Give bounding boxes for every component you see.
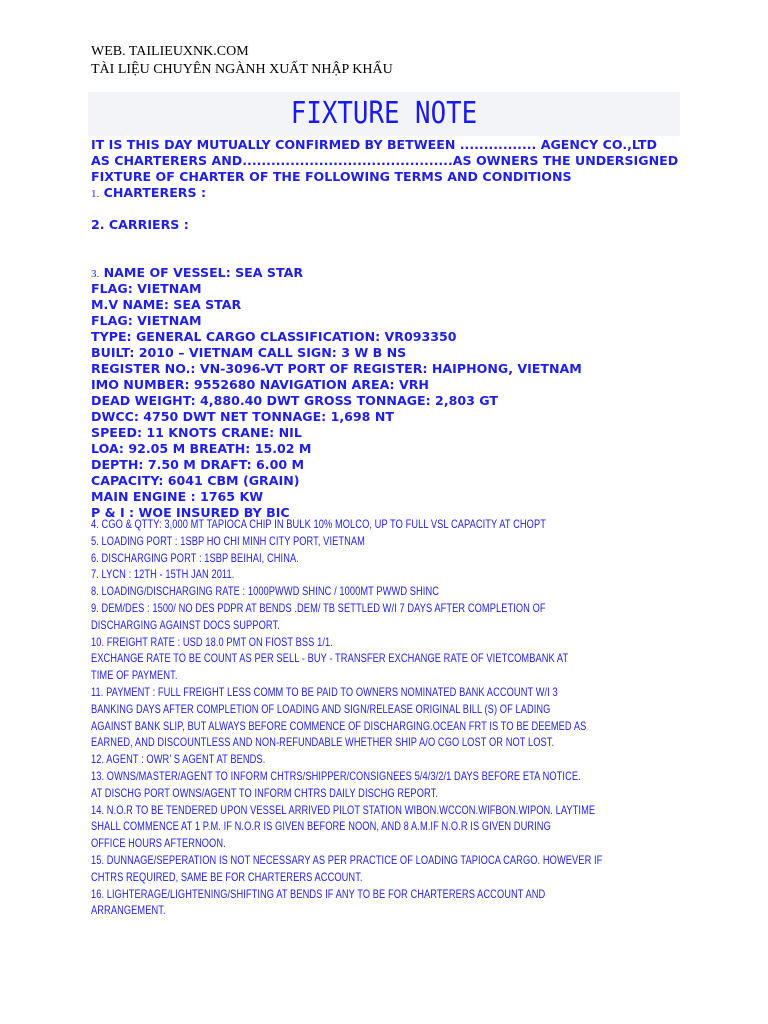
term-line: SHALL COMMENCE AT 1 P.M. IF N.O.R IS GIVEN BEFORE NOON, AND 8 A.M.IF N.O.R IS GIVEN DURING <box>91 820 551 834</box>
term-line: 7. LYCN : 12TH - 15TH JAN 2011. <box>91 568 235 582</box>
intro-line: FIXTURE OF CHARTER OF THE FOLLOWING TERMS AND CONDITIONS <box>91 169 572 184</box>
term-line: 8. LOADING/DISCHARGING RATE : 1000PWWD SHINC / 1000MT PWWD SHINC <box>91 585 440 599</box>
vessel-particular-line: FLAG: VIETNAM <box>91 313 202 328</box>
intro-line: IT IS THIS DAY MUTUALLY CONFIRMED BY BETWEEN ................ AGENCY CO.,LTD <box>91 137 657 152</box>
vessel-particular-line: DEPTH: 7.50 M DRAFT: 6.00 M <box>91 457 305 472</box>
intro-paragraph <box>91 137 681 521</box>
vessel-particular-line: IMO NUMBER: 9552680 NAVIGATION AREA: VRH <box>91 377 429 392</box>
term-line: 9. DEM/DES : 1500/ NO DES PDPR AT BENDS .DEM/ TB SETTLED W/I 7 DAYS AFTER COMPLETION OF <box>91 601 546 615</box>
section-vessel-heading <box>91 265 681 281</box>
section-label: CHARTERERS : <box>103 185 206 200</box>
vessel-particular-line: REGISTER NO.: VN-3096-VT PORT OF REGISTER: HAIPHONG, VIETNAM <box>91 361 582 376</box>
term-line: TIME OF PAYMENT. <box>91 669 178 683</box>
term-line: EXCHANGE RATE TO BE COUNT AS PER SELL - BUY - TRANSFER EXCHANGE RATE OF VIETCOMBANK AT <box>91 652 569 666</box>
vessel-particular-line: P & I : WOE INSURED BY BIC <box>91 505 290 520</box>
term-line: DISCHARGING AGAINST DOCS SUPPORT. <box>91 618 280 632</box>
vessel-particular-line: BUILT: 2010 – VIETNAM CALL SIGN: 3 W B NS <box>91 345 407 360</box>
vessel-particular-line: SPEED: 11 KNOTS CRANE: NIL <box>91 425 302 440</box>
term-line: OFFICE HOURS AFTERNOON. <box>91 837 226 851</box>
term-line: 10. FREIGHT RATE : USD 18.0 PMT ON FIOST BSS 1/1. <box>91 635 333 649</box>
vessel-particular-line: LOA: 92.05 M BREATH: 15.02 M <box>91 441 312 456</box>
term-line: CHTRS REQUIRED, SAME BE FOR CHARTERERS ACCOUNT. <box>91 870 363 884</box>
term-line: EARNED, AND DISCOUNTLESS AND NON-REFUNDABLE WHETHER SHIP A/O CGO LOST OR NOT LOST. <box>91 736 555 750</box>
vessel-particular-line: MAIN ENGINE : 1765 KW <box>91 489 264 504</box>
term-line: AT DISCHG PORT OWNS/AGENT TO INFORM CHTRS DAILY DISCHG REPORT. <box>91 786 438 800</box>
vessel-particular-line: FLAG: VIETNAM <box>91 281 202 296</box>
vessel-particulars <box>91 281 681 521</box>
vessel-particular-line: CAPACITY: 6041 CBM (GRAIN) <box>91 473 300 488</box>
term-line: BANKING DAYS AFTER COMPLETION OF LOADING AND SIGN/RELEASE ORIGINAL BILL (S) OF LADING <box>91 702 551 716</box>
section-number: 1. <box>91 188 100 200</box>
intro-line: AS CHARTERERS AND............................................AS OWNERS THE UNDERSIGNED <box>91 153 679 168</box>
term-line: ARRANGEMENT. <box>91 904 166 918</box>
term-line: 11. PAYMENT : FULL FREIGHT LESS COMM TO BE PAID TO OWNERS NOMINATED BANK ACCOUNT W/I 3 <box>91 685 558 699</box>
term-line: 15. DUNNAGE/SEPERATION IS NOT NECESSARY AS PER PRACTICE OF LOADING TAPIOCA CARGO. HOWEVER IF <box>91 853 603 867</box>
vessel-particular-line: DEAD WEIGHT: 4,880.40 DWT GROSS TONNAGE: 2,803 GT <box>91 393 498 408</box>
term-line: 6. DISCHARGING PORT : 1SBP BEIHAI, CHINA. <box>91 551 299 565</box>
document-category-line: TÀI LIỆU CHUYÊN NGÀNH XUẤT NHẬP KHẨU <box>91 62 393 77</box>
term-line: 14. N.O.R TO BE TENDERED UPON VESSEL ARRIVED PILOT STATION WIBON.WCCON.WIFBON.WIPON. LAYTIME <box>91 803 596 817</box>
term-line: 5. LOADING PORT : 1SBP HO CHI MINH CITY PORT, VIETNAM <box>91 534 365 548</box>
page-title: FIXTURE NOTE <box>290 96 478 131</box>
term-line: 16. LIGHTERAGE/LIGHTENING/SHIFTING AT BENDS IF ANY TO BE FOR CHARTERERS ACCOUNT AND <box>91 887 546 901</box>
section-label: NAME OF VESSEL: SEA STAR <box>103 265 304 280</box>
term-line: AGAINST BANK SLIP, BUT ALWAYS BEFORE COMMENCE OF DISCHARGING.OCEAN FRT IS TO BE DEEMED AS <box>91 719 587 733</box>
website-line: WEB. TAILIEUXNK.COM <box>91 44 249 59</box>
vessel-particular-line: TYPE: GENERAL CARGO CLASSIFICATION: VR093350 <box>91 329 457 344</box>
section-number: 3. <box>91 268 100 280</box>
term-line: 12. AGENT : OWR’ S AGENT AT BENDS. <box>91 753 266 767</box>
term-line: 4. CGO & QTTY: 3,000 MT TAPIOCA CHIP IN BULK 10% MOLCO, UP TO FULL VSL CAPACITY AT CHOPT <box>91 518 546 531</box>
vessel-particular-line: DWCC: 4750 DWT NET TONNAGE: 1,698 NT <box>91 409 394 424</box>
section-carriers: 2. CARRIERS : <box>91 217 189 232</box>
section-charterers <box>91 185 681 201</box>
terms-list <box>91 517 691 920</box>
term-line: 13. OWNS/MASTER/AGENT TO INFORM CHTRS/SHIPPER/CONSIGNEES 5/4/3/2/1 DAYS BEFORE ETA NOTICE. <box>91 769 581 783</box>
title-band <box>88 92 680 136</box>
vessel-particular-line: M.V NAME: SEA STAR <box>91 297 242 312</box>
